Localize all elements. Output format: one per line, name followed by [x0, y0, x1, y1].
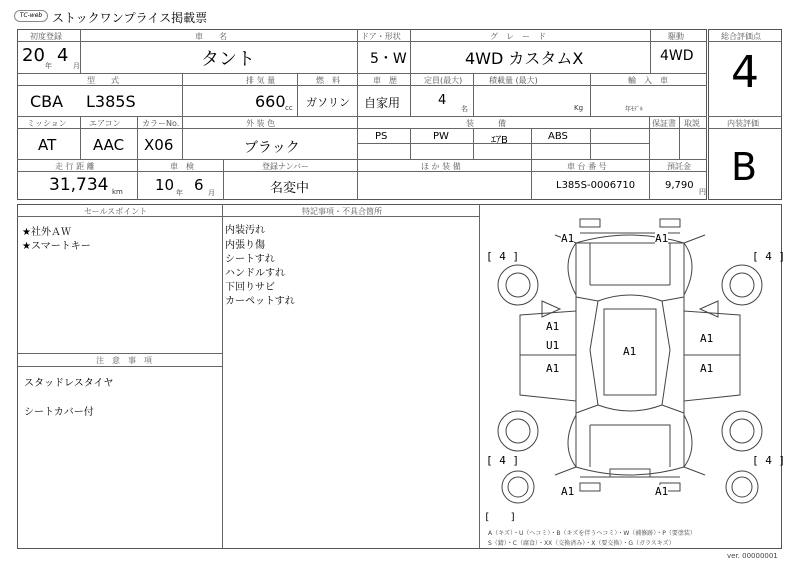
label-load: 積載量 (最大): [489, 76, 538, 85]
equip-pw: PW: [433, 131, 449, 142]
label-interior: 内装評価: [727, 119, 759, 128]
tire-mark: [ 4 ]: [486, 454, 520, 467]
label-mission: ミッション: [27, 119, 67, 128]
special-item: 下回りサビ: [225, 282, 275, 293]
import-unit: 年ﾓﾃﾞﾙ: [625, 106, 644, 113]
damage-mark: A1: [700, 332, 714, 345]
label-overall: 総合評価点: [721, 32, 761, 41]
note-item: シートカバー付: [24, 407, 94, 418]
legend-line-2: S（錆）・C（腐食）・XX（交換済み）・X（要交換）・G（ガラスキズ）: [488, 540, 675, 547]
special-item: シートすれ: [225, 254, 275, 265]
mileage-value: 31,734: [49, 175, 109, 195]
label-displacement: 排 気 量: [246, 76, 276, 85]
capacity-value: 4: [438, 93, 447, 108]
month-unit: 月: [73, 62, 80, 70]
label-special: 特記事項・不具合箇所: [302, 207, 382, 216]
overall-score: 4: [731, 47, 759, 98]
interior-score: B: [731, 145, 758, 189]
displacement-value: 660: [255, 92, 286, 111]
model-prefix-value: CBA: [30, 92, 64, 111]
special-item: 内張り傷: [225, 240, 265, 251]
legend-line-1: A（キズ）・U（ヘコミ）・B（キズを伴うヘコミ）・W（補修跡）・P（要塗装）: [488, 530, 696, 537]
displacement-unit: cc: [285, 104, 293, 112]
insp-year-unit: 年: [176, 189, 183, 197]
reg-number-value: 名変中: [270, 181, 310, 196]
label-fuel: 燃 料: [316, 76, 340, 85]
note-item: スタッドレスタイヤ: [24, 378, 114, 389]
special-item: カーペットすれ: [225, 296, 295, 307]
label-inspection: 車 検: [170, 162, 194, 171]
damage-mark: A1: [561, 485, 575, 498]
color-no-value: X06: [144, 136, 174, 154]
damage-mark: A1: [561, 232, 575, 245]
mileage-unit: km: [112, 188, 123, 196]
tire-mark: [ 4 ]: [486, 250, 520, 263]
label-door: ドア・形状: [361, 32, 401, 41]
label-warranty: 保証書: [652, 119, 676, 128]
bracket-mark: [ ]: [484, 512, 517, 523]
tire-mark: [ 4 ]: [752, 250, 786, 263]
label-model: 型 式: [87, 76, 119, 85]
label-color-no: カラーNo.: [142, 119, 180, 128]
year-value: 20: [22, 45, 45, 66]
aircon-value: AAC: [93, 136, 125, 154]
label-car-name: 車 名: [195, 32, 227, 41]
drive-value: 4WD: [660, 48, 694, 64]
special-item: 内装汚れ: [225, 225, 265, 236]
page-title: ストックワンプライス掲載票: [52, 11, 208, 25]
label-price: 預託金: [667, 162, 691, 171]
door-value: 5・W: [370, 51, 407, 67]
sales-point-item: ★スマートキー: [22, 241, 91, 252]
label-equip: 装 備: [466, 119, 506, 128]
damage-mark: U1: [546, 339, 560, 352]
label-history: 車 歴: [373, 76, 397, 85]
mission-value: AT: [38, 136, 57, 154]
label-import: 輸 入 車: [628, 76, 668, 85]
fuel-value: ガソリン: [306, 96, 350, 109]
logo: TC-web: [14, 10, 48, 22]
history-value: 自家用: [364, 96, 401, 110]
equip-abs: ABS: [548, 131, 568, 142]
label-grade: グ レ ー ド: [490, 32, 546, 41]
label-capacity: 定員(最大): [424, 76, 463, 85]
damage-mark: A1: [700, 362, 714, 375]
label-manual: 取説: [684, 119, 700, 128]
price-unit: 円: [699, 188, 706, 196]
car-diagram: [480, 205, 781, 548]
damage-mark: A1: [623, 345, 637, 358]
damage-mark: A1: [655, 232, 669, 245]
year-unit: 年: [45, 62, 52, 70]
label-chassis: 車 台 番 号: [567, 162, 607, 171]
ext-color-value: ブラック: [244, 140, 300, 156]
damage-mark: A1: [546, 320, 560, 333]
label-aircon: エアコン: [89, 119, 121, 128]
damage-mark: A1: [655, 485, 669, 498]
version-label: ver. 00000001: [727, 552, 778, 560]
label-drive: 駆動: [668, 32, 684, 41]
grade-value: 4WD カスタムX: [465, 49, 584, 68]
special-item: ハンドルすれ: [225, 268, 285, 279]
insp-month-unit: 月: [208, 189, 215, 197]
month-value: 4: [57, 45, 69, 66]
label-reg-number: 登録ナンバー: [262, 162, 310, 171]
price-value: 9,790: [665, 180, 694, 191]
damage-mark: A1: [546, 362, 560, 375]
spec-table: [17, 29, 707, 200]
label-first-reg: 初度登録: [30, 32, 62, 41]
sales-point-item: ★社外ＡＷ: [22, 227, 71, 238]
label-other-equip: ほ か 装 備: [421, 162, 461, 171]
load-unit: Kg: [574, 104, 584, 112]
insp-month-value: 6: [194, 176, 204, 194]
equip-ps: PS: [375, 131, 388, 142]
insp-year-value: 10: [155, 176, 175, 194]
label-ext-color: 外 装 色: [246, 119, 276, 128]
label-notes: 注 意 事 項: [96, 356, 152, 365]
chassis-value: L385S-0006710: [556, 180, 636, 191]
capacity-unit: 名: [461, 105, 468, 113]
equip-airbag: ｴｱB: [491, 135, 508, 146]
tire-mark: [ 4 ]: [752, 454, 786, 467]
label-mileage: 走 行 距 離: [55, 162, 95, 171]
model-value: L385S: [86, 92, 136, 111]
car-name-value: タント: [201, 49, 255, 70]
label-sales-points: セールスポイント: [84, 207, 148, 216]
